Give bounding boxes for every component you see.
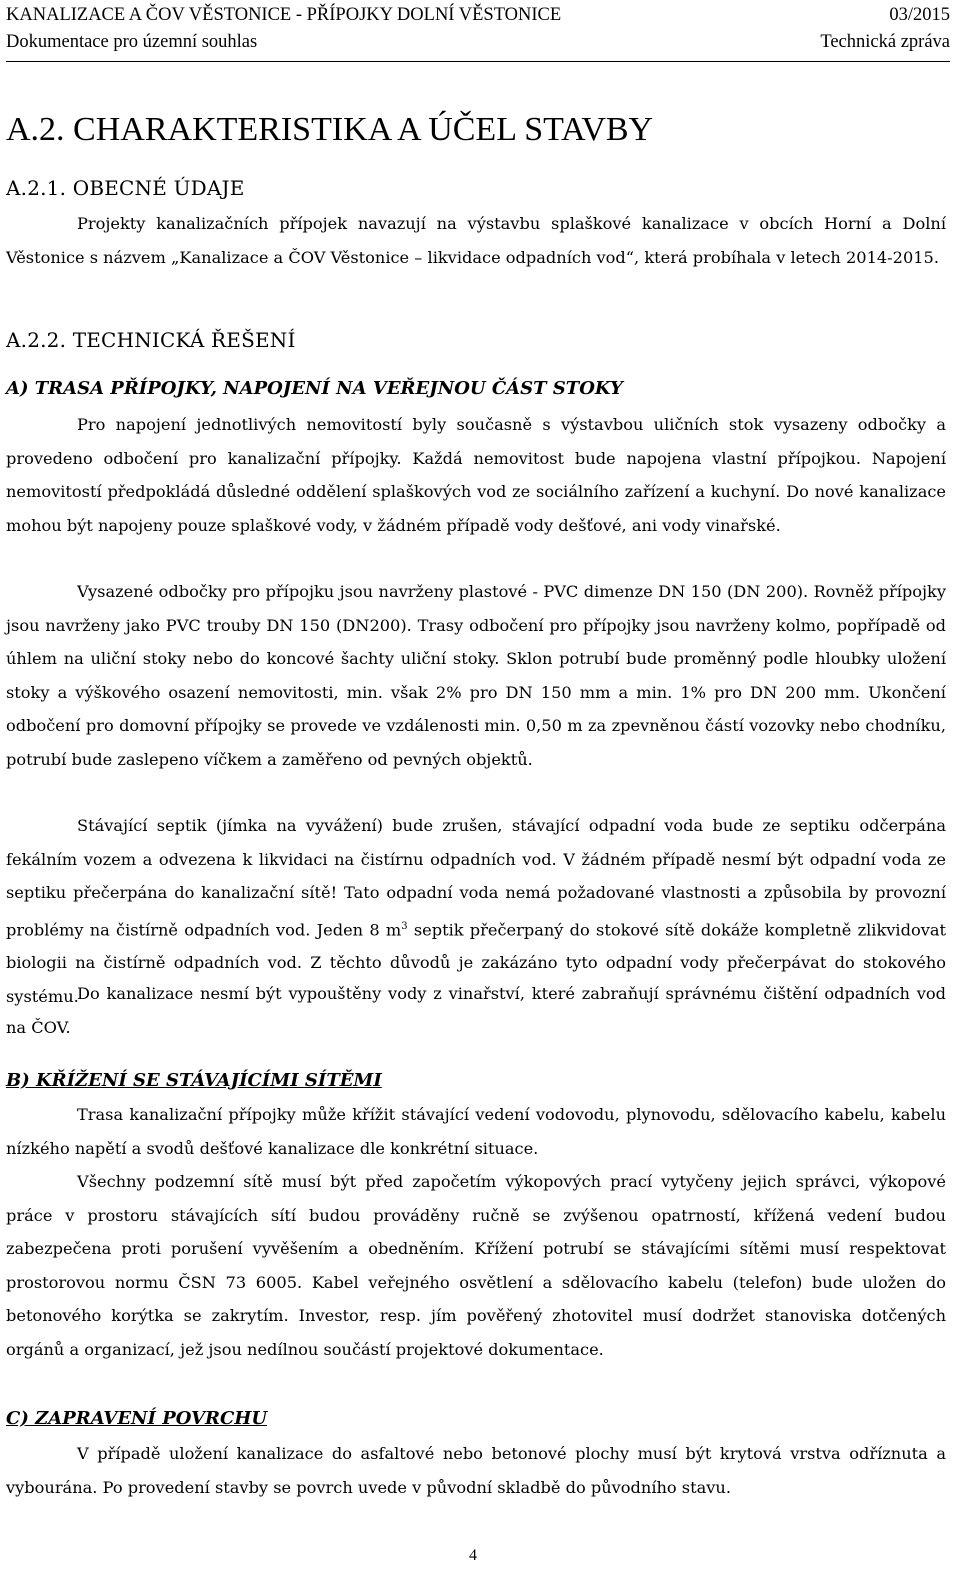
header-project-name: KANALIZACE A ČOV VĚSTONICE - PŘÍPOJKY DOLNÍ VĚSTONICE: [6, 5, 562, 25]
header-document-type: Dokumentace pro územní souhlas: [6, 32, 258, 52]
heading-a-route: A) TRASA PŘÍPOJKY, NAPOJENÍ NA VEŘEJNOU ČÁST STOKY: [6, 378, 623, 399]
header-report-type: Technická zpráva: [820, 32, 950, 52]
subsection-title-technical: A.2.2. TECHNICKÁ ŘEŠENÍ: [6, 328, 296, 352]
paragraph-b-crossing-routes: Trasa kanalizační přípojky může křížit stávající vedení vodovodu, plynovodu, sdělovacího kabelu, kabelu nízkého napětí a svodů dešťové kanalizace dle konkrétní situace.: [6, 1105, 946, 1158]
septic-text-part-1: Stávající septik (jímka na vyvážení) bude zrušen, stávající odpadní voda bude ze septiku odčerpána fekálním vozem a odvezena k likvidaci na čistírnu odpadních vod. V žádném případě nesmí být odpadní voda ze septiku přečerpána do kanalizační sítě! Tato odpadní voda nemá požadované vlastnosti a způsobila by provozní problémy na čistírně odpadních vod. Jeden 8 m: [6, 816, 946, 939]
paragraph-b-utility-networks: Všechny podzemní sítě musí být před započetím výkopových prací vytyčeny jejich správci, výkopové práce v prostoru stávajících sítí budou prováděny ručně se zvýšenou opatrností, křížená vedení budou zabezpečena proti porušení vyvěšením a obedněním. Křížení potrubí se stávajícími sítěmi musí respektovat prostorovou normu ČSN 73 6005. Kabel veřejného osvětlení a sdělovacího kabelu (telefon) bude uložen do betonového korýtka se zakrytím. Investor, resp. jím pověřený zhotovitel musí dodržet stanoviska dotčených orgánů a organizací, jež jsou nedílnou součástí projektové dokumentace.: [6, 1172, 946, 1359]
page-number: 4: [469, 1547, 477, 1564]
section-title: A.2. CHARAKTERISTIKA A ÚČEL STAVBY: [6, 111, 654, 148]
paragraph-a-wineries: Do kanalizace nesmí být vypouštěny vody z vinařství, které zabraňují správnému čištění odpadních vod na ČOV.: [6, 984, 946, 1037]
heading-b-crossings: [6, 1069, 382, 1093]
superscript-three: 3: [401, 920, 408, 932]
header-date: 03/2015: [889, 5, 950, 25]
heading-c-text: C) ZAPRAVENÍ POVRCHU: [6, 1408, 268, 1429]
header-divider: [6, 61, 950, 62]
septic-text-part-2: septik přečerpaný do stokové sítě dokáže kompletně zlikvidovat biologii na čistírně odpadních vod. Z těchto důvodů je zakázáno tyto odpadní vody přečerpávat do stokového systému.: [6, 919, 947, 1006]
subsection-title-general: A.2.1. OBECNÉ ÚDAJE: [6, 176, 245, 200]
paragraph-general-info: Projekty kanalizačních přípojek navazují na výstavbu splaškové kanalizace v obcích Horní a Dolní Věstonice s názvem „Kanalizace a ČOV Věstonice – likvidace odpadních vod“, která probíhala v letech 2014-2015.: [6, 214, 946, 267]
paragraph-a-connection: Pro napojení jednotlivých nemovitostí byly současně s výstavbou uličních stok vysazeny odbočky a provedeno odbočení pro kanalizační přípojky. Každá nemovitost bude napojena vlastní přípojkou. Napojení nemovitostí předpokládá důsledné oddělení splaškových vod ze sociálního zařízení a kuchyní. Do nové kanalizace mohou být napojeny pouze splaškové vody, v žádném případě vody dešťové, ani vody vinařské.: [6, 415, 946, 535]
heading-c-surface: [6, 1407, 267, 1431]
heading-b-text: B) KŘÍŽENÍ SE STÁVAJÍCÍMI SÍTĚMI: [6, 1070, 382, 1091]
paragraph-c-surface-repair: V případě uložení kanalizace do asfaltové nebo betonové plochy musí být krytová vrstva odříznuta a vybourána. Po provedení stavby se povrch uvede v původní skladbě do původního stavu.: [6, 1444, 946, 1497]
paragraph-a-pipes: Vysazené odbočky pro přípojku jsou navrženy plastové - PVC dimenze DN 150 (DN 200). Rovněž přípojky jsou navrženy jako PVC trouby DN 150 (DN200). Trasy odbočení pro přípojky jsou navrženy kolmo, popřípadě od úhlem na uliční stoky nebo do koncové šachty uliční stoky. Sklon potrubí bude proměnný podle hloubky uložení stoky a výškového osazení nemovitosti, min. však 2% pro DN 150 mm a min. 1% pro DN 200 mm. Ukončení odbočení pro domovní přípojky se provede ve vzdálenosti min. 0,50 m za zpevněnou částí vozovky nebo chodníku, potrubí bude zaslepeno víčkem a zaměřeno od pevných objektů.: [6, 582, 946, 769]
